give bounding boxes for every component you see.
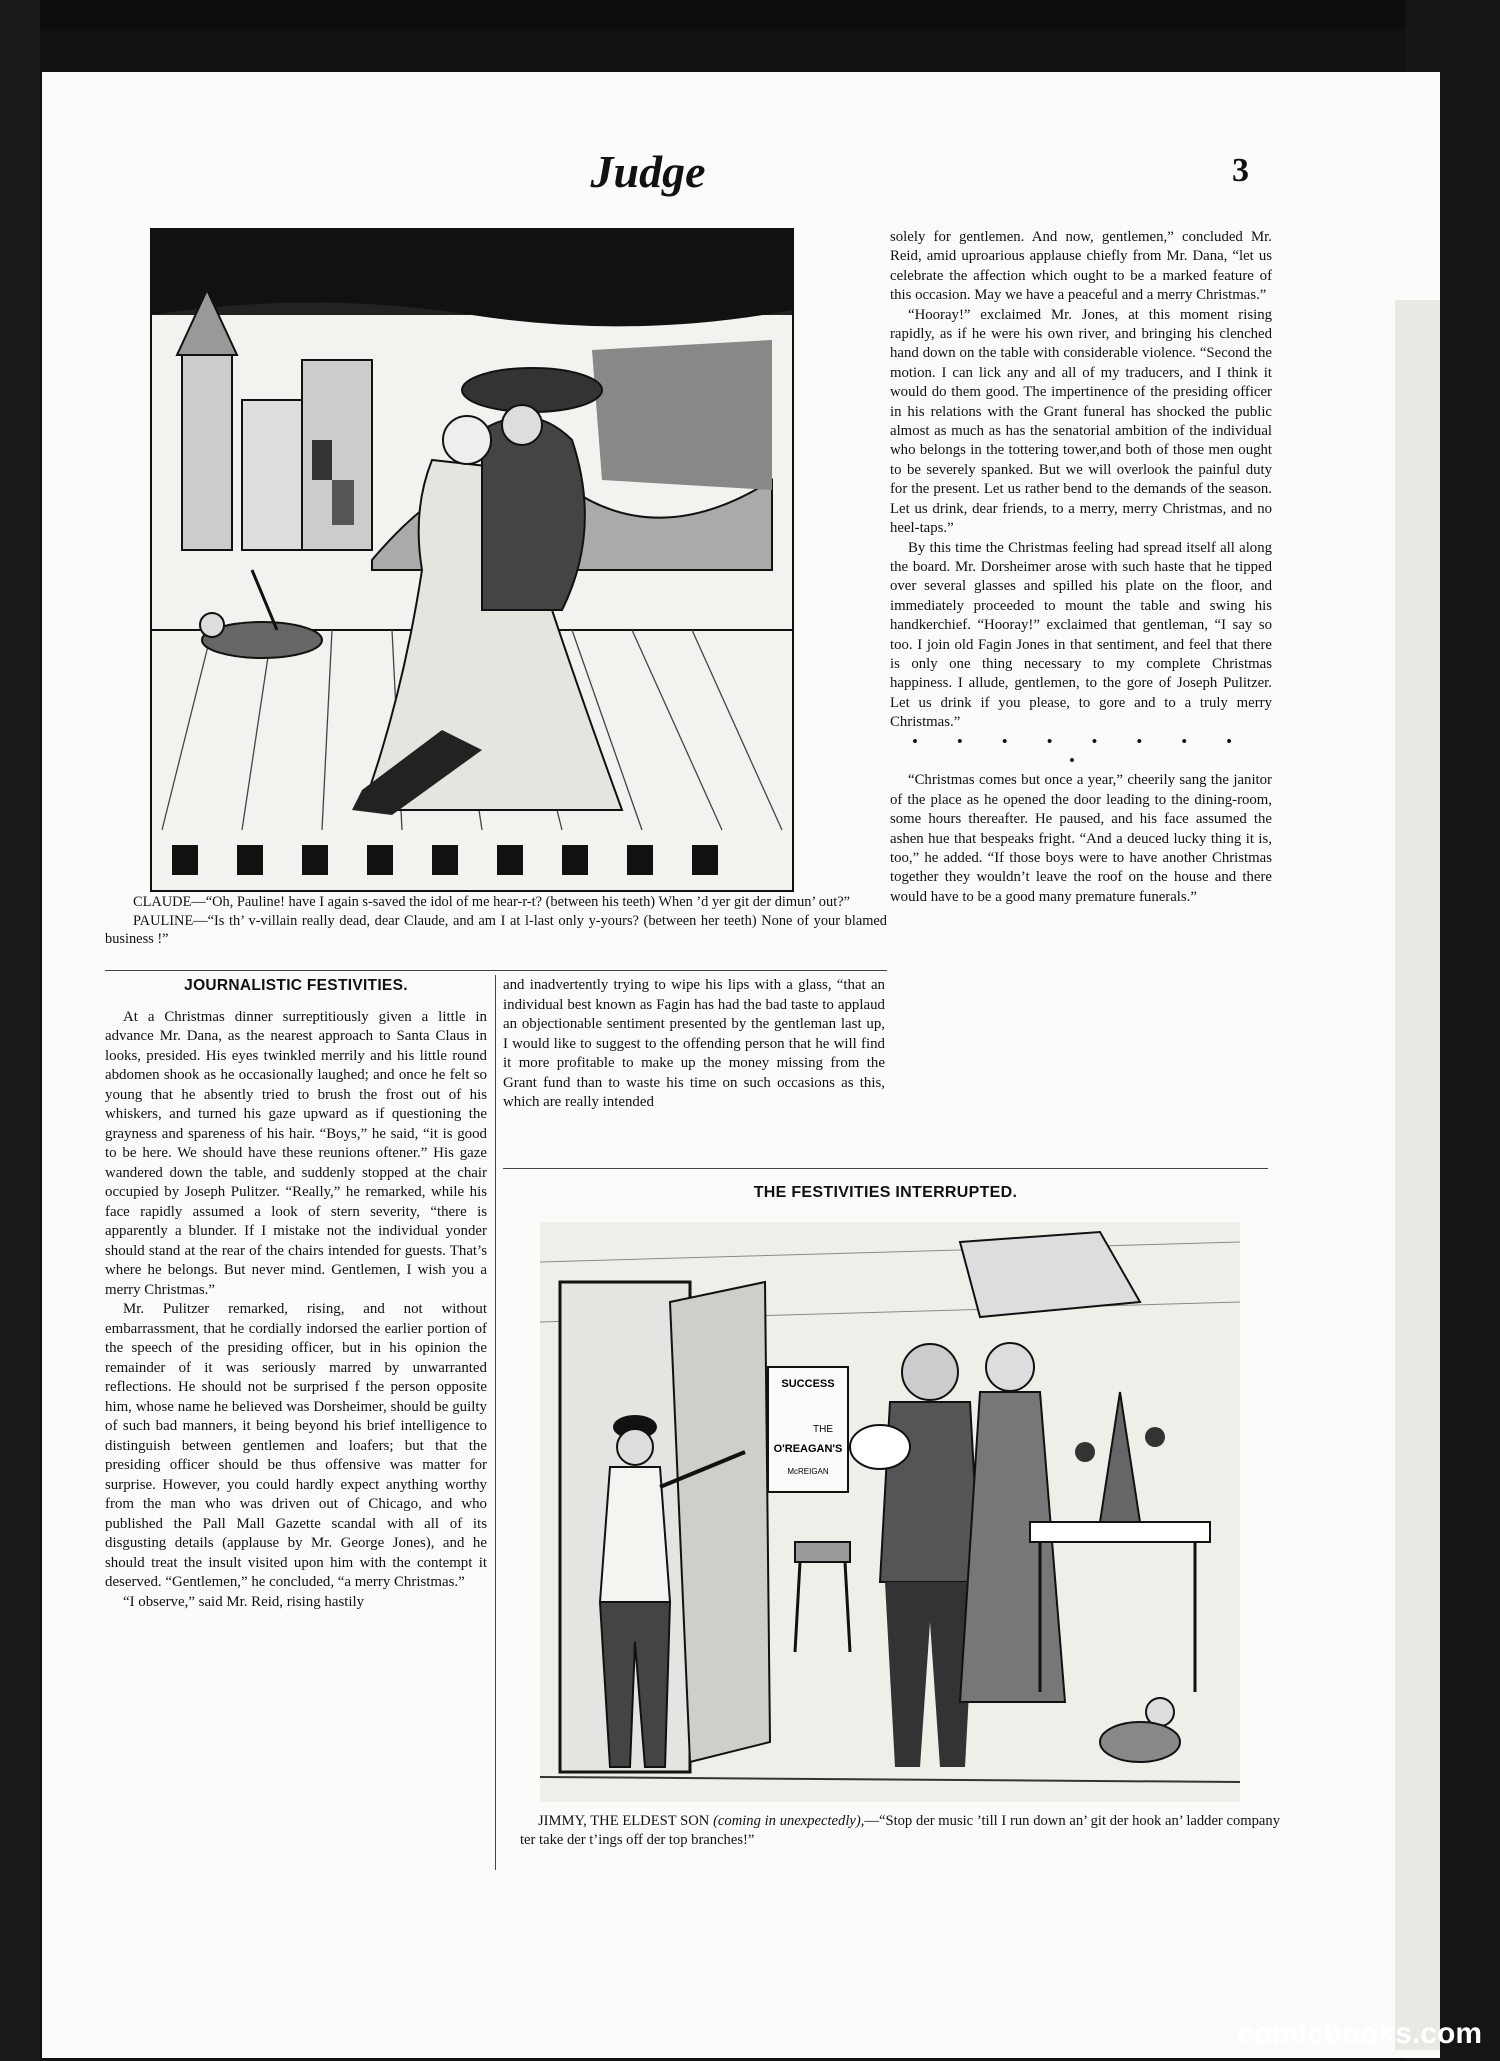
caption-text: —“Stop der music ’till I run down an’ git der hook an’ ladder company ter take der t’ings off der top branches!” [520,1813,1281,1848]
kitchen-scene-drawing [540,1222,1240,1802]
page-edge [1395,300,1440,2050]
caption-divider [105,970,887,971]
section-divider [503,1168,1268,1169]
caption-speaker: JIMMY, THE ELDEST SON [538,1813,710,1829]
sign-the: THE [813,1424,833,1435]
site-watermark: comicbooks.com [1236,2017,1482,2050]
caption-stage-direction: (coming in unexpectedly), [713,1813,865,1829]
scan-background-top [0,0,1500,30]
article-column-2 [503,976,885,1113]
sign-mcreigan: McREIGAN [787,1467,829,1476]
bottom-illustration-title: THE FESTIVITIES INTERRUPTED. [753,1184,1018,1201]
stage-illustration [150,228,794,892]
kitchen-caption [520,1812,1280,1849]
page-number: 3 [1232,152,1249,189]
paragraph: and inadvertently trying to wipe his lips with a glass, “that an individual best known as Fagin has had the bad taste to applaud an objectionable sentiment presented by the gentleman last up, I would like to suggest to the offending person that he will find it more profitable to make up the money missing from the Grant fund than to waste his time on such occasions as this, which are really intended [503,977,885,1110]
sign-success: SUCCESS [781,1378,835,1390]
section-break-dots: • • • • • • • • • [912,733,1250,769]
stage-caption [105,893,887,949]
sign-oreagans: O'REAGAN'S [773,1443,843,1455]
paragraph: “Hooray!” exclaimed Mr. Jones, at this moment rising rapidly, as if he were his own river, and bringing his clenched hand down on the table with considerable violence. “Second the motion. I can lick any and all of my traducers, and I think it would do them good. The impertinence of the presiding officer in his relations with the Grant funeral has shocked the public almost as much as has the senatorial ambition of the individual who belongs in the tottering tower,and both of those men ought to be severely spanked. But we will overlook the painful duty for the present. Let us rather bend to the demands of the season. Let us drink, dear friends, to a merry, merry Christmas, and no heel-taps.” [890,306,1272,537]
article-column-1 [105,976,487,1612]
column-divider [495,975,496,1870]
paragraph: “Christmas comes but once a year,” cheerily sang the janitor of the place as he opened the door leading to the dining-room, some hours thereafter. He paused, and his face assumed the ashen hue that bespeaks fright. “And a deuced lucky thing it is, too,” he added. “If those boys were to have another Christmas together they wouldn’t leave the roof on the house and there would have to be a good many premature funerals.” [890,772,1272,905]
paragraph: By this time the Christmas feeling had spread itself all along the board. Mr. Dorsheimer arose with such haste that he tipped over several glasses and spilled his plate on the floor, and immediately proceeded to mount the table and swing his handkerchief. “Hooray!” exclaimed that gentleman, “I say so too. I join old Fagin Jones in that sentiment, and feel that there is only one thing necessary to my complete Christmas happiness. I allude, gentlemen, to the gore of Joseph Pulitzer. Let us drink if you please, to gore and to a truly merry Christmas.” [890,539,1272,731]
caption-pauline-speaker: PAULINE [133,912,194,929]
kitchen-illustration [540,1222,1240,1802]
paragraph: Mr. Pulitzer remarked, rising, and not without embarrassment, that he cordially indorsed the earlier portion of the speech of the presiding officer, but in his opinion the remainder of it was seriously marred by unwarranted reflections. He should not be surprised f the person opposite him, whose name he believed was Dorsheimer, should be guilty of such bad manners, it being beyond his brief intelligence to distinguish between gentlemen and loafers; but that the presiding officer should be thus offensive was matter for surprise. However, you could hardly expect anything worthy from the man who was driven out of Chicago, and who published the Pall Mall Gazette scandal with all of its disgusting details (applause by Mr. George Jones), and he should treat the insult visited upon him with the contempt it deserved. “Gentlemen,” he concluded, “a merry Christmas.” [105,1301,487,1590]
paragraph: At a Christmas dinner surreptitiously given a little in advance Mr. Dana, as the nearest approach to Santa Claus in looks, presided. His eyes twinkled merrily and his little round abdomen shook as he occasionally laughed; and once he felt so young that he absently tried to brush the frost out of his whiskers, and turned his gaze upward as if questioning the grayness and spareness of his hair. “Boys,” he said, “it is good to be here. We should have these reunions oftener.” His gaze wandered down the table, and suddenly stopped at the chair occupied by Joseph Pulitzer. “Really,” he remarked, while his face rapidly assumed a look of stern severity, “there is apparently a blunder. If I mistake not the individual yonder should stand at the rear of the chairs intended for guests. That’s where he belongs. But never mind. Gentlemen, I wish you a merry Christmas.” [105,1008,487,1298]
masthead-logo: Judge [590,146,706,197]
caption-claude-speaker: CLAUDE [133,894,192,910]
caption-pauline-line [105,912,887,949]
right-column-top [890,228,1272,907]
paragraph: solely for gentlemen. And now, gentlemen,” concluded Mr. Reid, amid uproarious applause chiefly from Mr. Dana, “let us celebrate the affection which ought to be a marked feature of this occasion. May we have a peaceful and a merry Christmas.” [890,229,1272,304]
scan-background-left [0,0,40,2061]
caption-claude-text: —“Oh, Pauline! have I again s-saved the idol of me hear-r-t? (between his teeth) When ’d yer git der dimun’ out?” [191,894,850,910]
caption-claude-line [105,893,887,912]
caption-pauline-text: —“Is th’ v-villain really dead, dear Claude, and am I at l-last only y-yours? (between her teeth) None of your blamed business !” [105,912,887,947]
article-heading: JOURNALISTIC FESTIVITIES. [184,977,408,994]
stage-scene-drawing [152,230,792,890]
paragraph: “I observe,” said Mr. Reid, rising hastily [123,1593,365,1610]
